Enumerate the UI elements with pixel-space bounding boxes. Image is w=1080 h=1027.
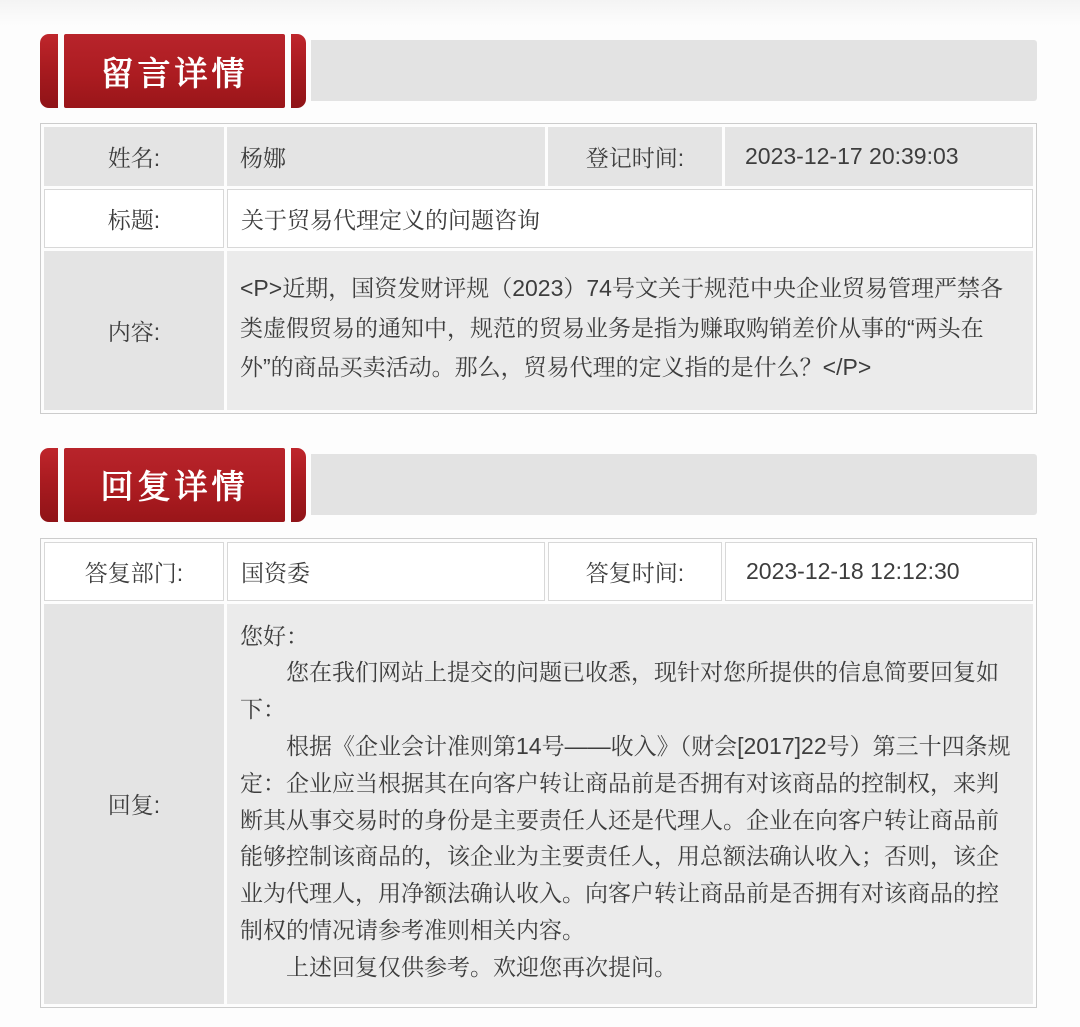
register-time-value: 2023-12-17 20:39:03 (725, 127, 1033, 186)
title-value: 关于贸易代理定义的问题咨询 (227, 189, 1033, 248)
content-value (227, 251, 1033, 410)
table-row (44, 251, 1033, 410)
content-label: 内容: (44, 251, 224, 410)
name-label: 姓名: (44, 127, 224, 186)
banner-left-ribbon-strip (40, 34, 58, 108)
register-time-label: 登记时间: (548, 127, 722, 186)
message-banner-title: 留言详情 (100, 54, 249, 92)
reply-label: 回复: (44, 604, 224, 1004)
message-detail-table (40, 123, 1037, 414)
message-section-banner (40, 34, 1037, 108)
reply-value (227, 604, 1033, 1004)
banner-gray-bar (311, 40, 1037, 101)
reply-banner-title: 回复详情 (100, 468, 249, 506)
banner-left-ribbon-strip (40, 448, 58, 522)
table-row (44, 542, 1033, 601)
reply-paragraph: 您在我们网站上提交的问题已收悉，现针对您所提供的信息简要回复如下： (240, 659, 999, 723)
reply-time-label: 答复时间: (548, 542, 722, 601)
reply-section-banner (40, 448, 1037, 522)
reply-paragraph: 根据《企业会计准则第14号——收入》（财会[2017]22号）第三十四条规定：企业应当根据其在向客户转让商品前是否拥有对该商品的控制权，来判断其从事交易时的身份是主要责任人还是代理人。企业在向客户转让商品前能够控制该商品的，该企业为主要责任人，用总额法确认收入；否则，该企业为代理人，用净额法确认收入。向客户转让商品前是否拥有对该商品的控制权的情况请参考准则相关内容。 (240, 733, 1011, 944)
table-row (44, 127, 1033, 186)
banner-right-ribbon-strip (291, 448, 306, 522)
reply-paragraph: 上述回复仅供参考。欢迎您再次提问。 (286, 953, 677, 980)
table-row (44, 604, 1033, 1004)
message-banner-title-block (64, 34, 285, 108)
name-value: 杨娜 (227, 127, 545, 186)
content-text: <P>近期，国资发财评规（2023）74号文关于规范中央企业贸易管理严禁各类虚假贸易的通知中，规范的贸易业务是指为赚取购销差价从事的“两头在外”的商品买卖活动。那么，贸易代理的定义指的是什么？</P> (240, 275, 1003, 381)
title-label: 标题: (44, 189, 224, 248)
reply-detail-table (40, 538, 1037, 1008)
reply-dept-label: 答复部门: (44, 542, 224, 601)
table-row (44, 189, 1033, 248)
reply-dept-value: 国资委 (227, 542, 545, 601)
reply-banner-title-block (64, 448, 285, 522)
reply-paragraph: 您好： (240, 622, 309, 649)
banner-gray-bar (311, 454, 1037, 515)
banner-right-ribbon-strip (291, 34, 306, 108)
reply-time-value: 2023-12-18 12:12:30 (725, 542, 1033, 601)
